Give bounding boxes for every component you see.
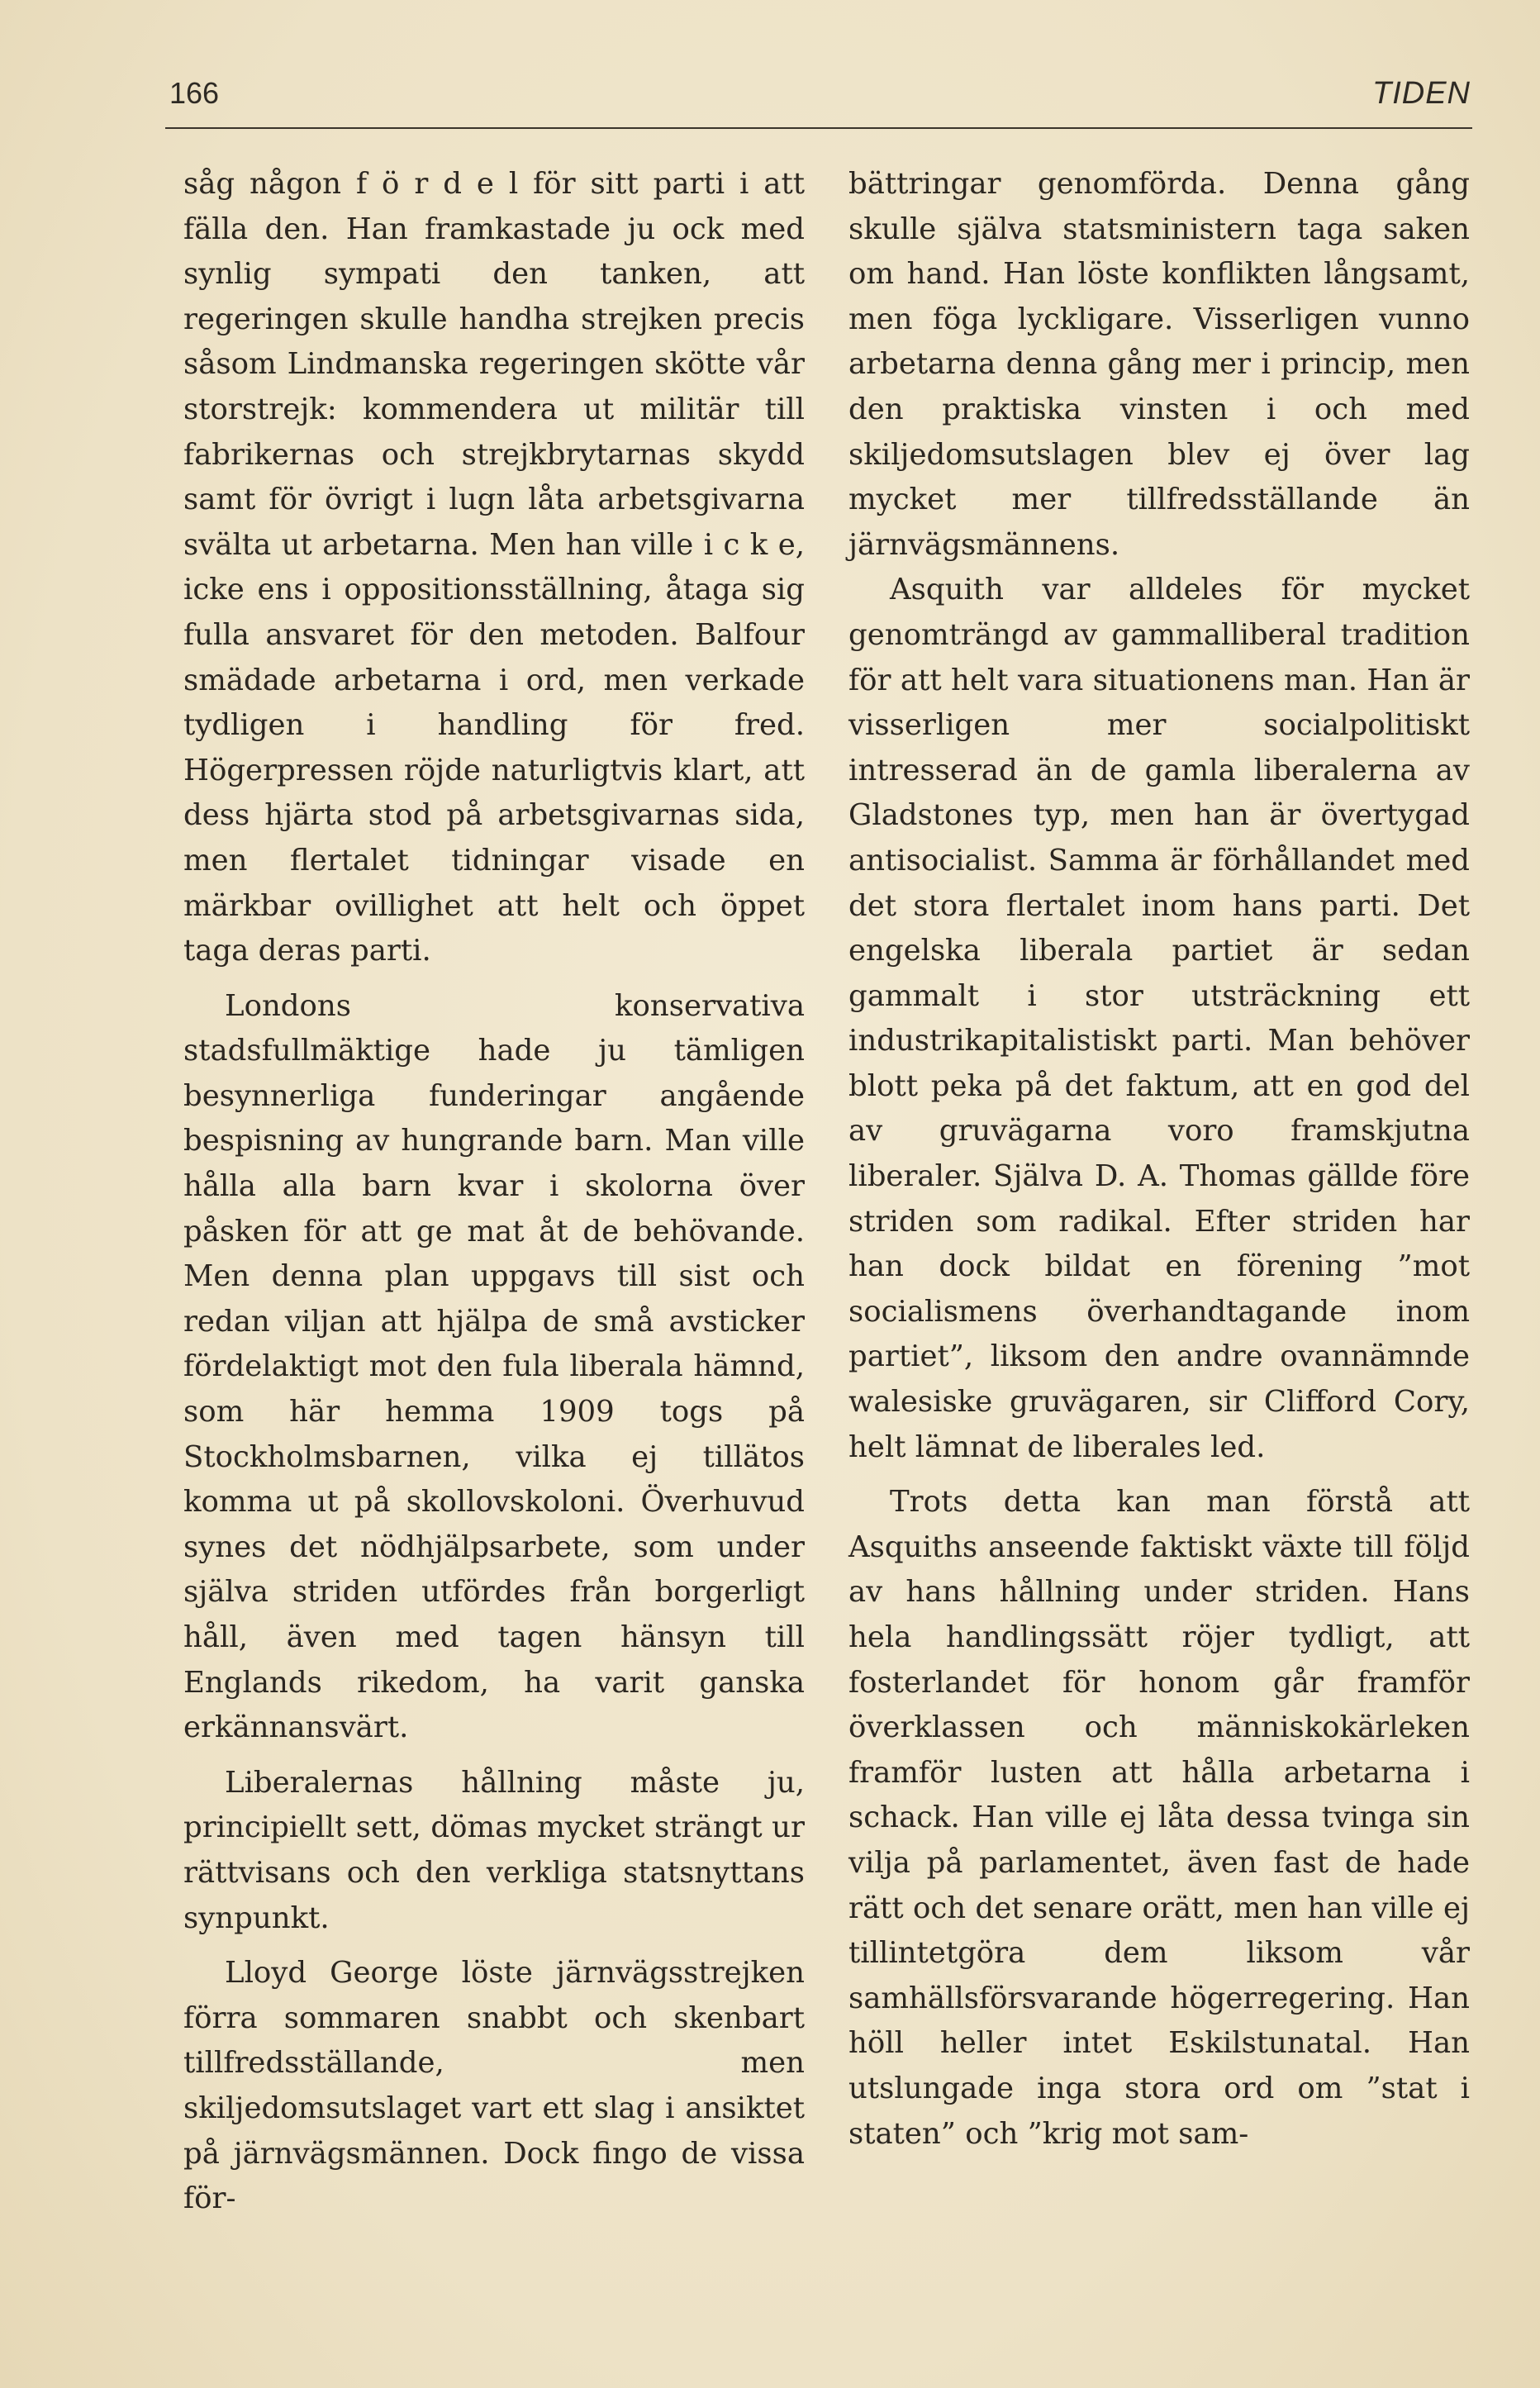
page-number: 166 [169,76,220,110]
paragraph: Liberalernas hållning måste ju, principiellt sett, dömas mycket strängt ur rättvisans och den verkliga statsnyttans synpunkt. [183,1765,805,1935]
paragraph: såg någon f ö r d e l för sitt parti i att fälla den. Han framkastade ju ock med synlig sympati den tanken, att regeringen skulle handha strejken precis såsom Lindmanska regeringen skötte vår storstrejk: kommendera ut militär till fabrikernas och strejkbrytarnas skydd samt för övrigt i lugn låta arbetsgivarna svälta ut arbetarna. Men han ville i c k e, icke ens i oppositionsställning, åtaga sig fulla ansvaret för den metoden. Balfour smädade arbetarna i ord, men verkade tydligen i handling för fred. Högerpressen röjde naturligtvis klart, att dess hjärta stod på arbetsgivarnas sida, men flertalet tidningar visade en märkbar ovillighet att helt och öppet taga deras parti. [183,167,805,968]
paragraph: Trots detta kan man förstå att Asquiths anseende faktiskt växte till följd av hans hållning under striden. Hans hela handlingssätt röjer tydligt, att fosterlandet för honom går framför överklassen och människokärleken framför lusten att hålla arbetarna i schack. Han ville ej låta dessa tvinga sin vilja på parlamentet, även fast de hade rätt och det senare orätt, men han ville ej tillintetgöra dem liksom vår samhällsförsvarande högerregering. Han höll heller intet Eskilstunatal. Han utslungade inga stora ord om ”stat i staten” och ”krig mot sam- [848,1485,1470,2151]
left-column [183,162,805,2222]
paragraph: Londons konservativa stadsfullmäktige hade ju tämligen besynnerliga funderingar angående bespisning av hungrande barn. Man ville hålla alla barn kvar i skolorna över påsken för att ge mat åt de behövande. Men denna plan uppgavs till sist och redan viljan att hjälpa de små avsticker fördelaktigt mot den fula liberala hämnd, som här hemma 1909 togs på Stockholmsbarnen, vilka ej tillätos komma ut på skollovskoloni. Överhuvud synes det nödhjälpsarbete, som under själva striden utfördes från borgerligt håll, även med tagen hänsyn till Englands rikedom, ha varit ganska erkännansvärt. [183,988,805,1745]
header-rule [165,127,1472,129]
journal-title: TIDEN [1372,76,1471,111]
right-column [848,162,1470,2157]
paragraph: Asquith var alldeles för mycket genomträngd av gammalliberal tradition för att helt vara situationens man. Han är visserligen mer socialpolitiskt intresserad än de gamla liberalerna av Gladstones typ, men han är övertygad antisocialist. Samma är förhållandet med det stora flertalet inom hans parti. Det engelska liberala partiet är sedan gammalt i stor utsträckning ett industrikapitalistiskt parti. Man behöver blott peka på det faktum, att en god del av gruvägarna voro framskjutna liberaler. Själva D. A. Thomas gällde före striden som radikal. Efter striden har han dock bildat en förening ”mot socialismens överhandtagande inom partiet”, liksom den andre ovannämnde walesiske gruvägaren, sir Clifford Cory, helt lämnat de liberales led. [848,573,1470,1464]
paragraph: Lloyd George löste järnvägsstrejken förra sommaren snabbt och skenbart tillfredsställande, men skiljedomsutslaget vart ett slag i ansiktet på järnvägsmännen. Dock fingo de vissa för- [183,1956,805,2216]
running-head [169,76,1471,126]
paragraph: bättringar genomförda. Denna gång skulle själva statsministern taga saken om hand. Han löste konflikten långsamt, men föga lyckligare. Visserligen vunno arbetarna denna gång mer i princip, men den praktiska vinsten i och med skiljedomsutslagen blev ej över lag mycket mer tillfredsställande än järnvägsmännens. [848,167,1470,562]
